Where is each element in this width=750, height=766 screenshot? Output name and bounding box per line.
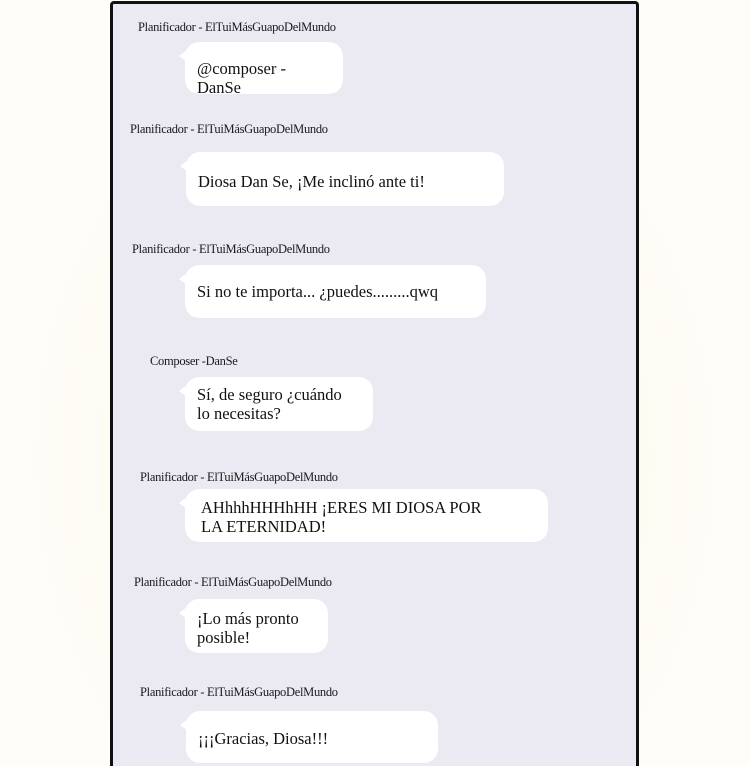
message-bubble[interactable] [185,489,548,542]
message-text: Diosa Dan Se, ¡Me inclinó ante ti! [198,172,425,191]
message-sender: Planificador - ElTuiMásGuapoDelMundo [140,685,338,699]
message-sender: Planificador - ElTuiMásGuapoDelMundo [132,242,330,256]
message-text: Si no te importa... ¿puedes.........qwq [197,282,439,301]
message-bubble[interactable] [185,265,486,318]
message-sender: Planificador - ElTuiMásGuapoDelMundo [140,470,338,484]
message-bubble[interactable] [185,599,328,653]
message-text: ¡¡¡Gracias, Diosa!!! [198,729,329,748]
message-sender: Composer -DanSe [150,354,238,368]
message-text: Sí, de seguro ¿cuándo lo necesitas? [197,385,342,423]
message-text: AHhhhHHHhHH ¡ERES MI DIOSA POR LA ETERNIDAD! [201,498,482,536]
message-text: ¡Lo más pronto posible! [197,609,299,647]
message-bubble[interactable] [185,42,343,97]
message-text: @composer - DanSe [197,59,286,97]
message-sender: Planificador - ElTuiMásGuapoDelMundo [130,122,328,136]
message-sender: Planificador - ElTuiMásGuapoDelMundo [134,575,332,589]
message-bubble[interactable] [186,152,504,206]
message-sender: Planificador - ElTuiMásGuapoDelMundo [138,20,336,34]
message-bubble[interactable] [186,711,438,763]
message-bubble[interactable] [185,377,373,431]
